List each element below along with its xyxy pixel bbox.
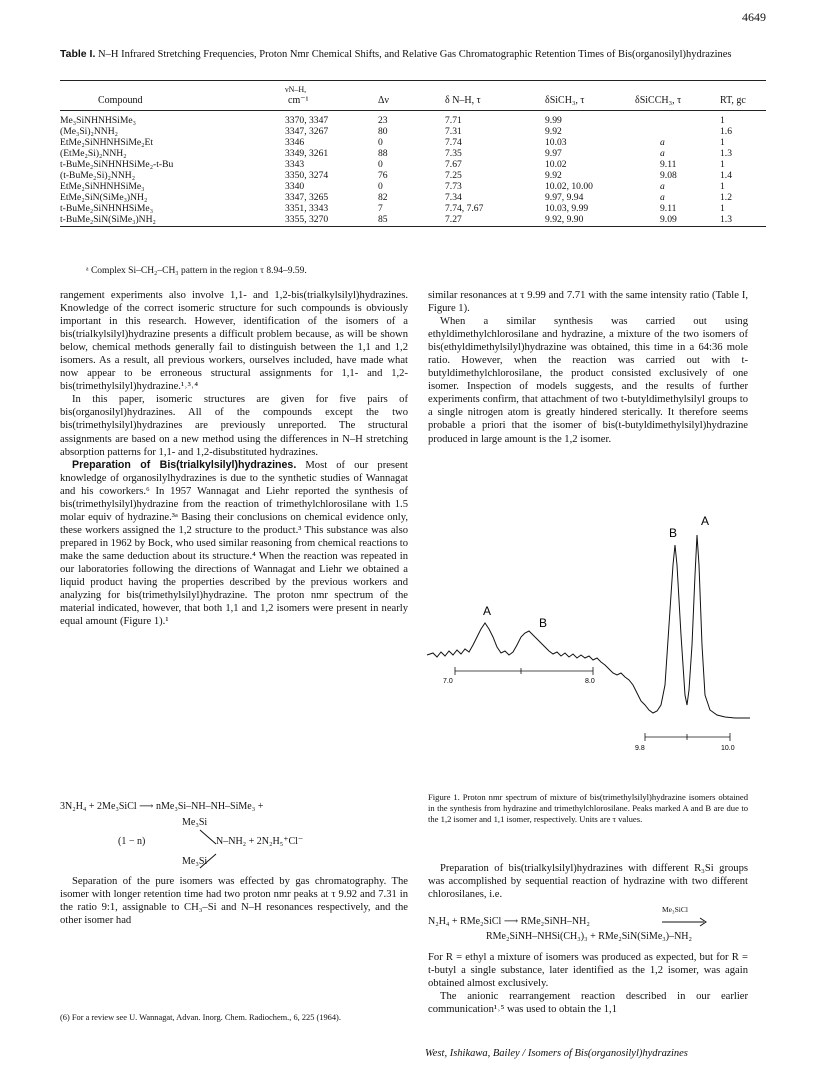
paragraph: The anionic rearrangement reaction described in our earlier communication¹˒⁵ was used to obtain the 1,1 [428, 991, 748, 1016]
table-cell-nu: 3370, 3347 [285, 115, 329, 126]
peak-label-b-low: B [539, 616, 548, 630]
paragraph [60, 459, 408, 629]
table-cell-dnu: 0 [378, 159, 383, 170]
axis-tick-10-0: 10.0 [721, 745, 735, 752]
table-cell-sich: 9.92 [545, 126, 562, 137]
table-cell-nu: 3351, 3343 [285, 203, 329, 214]
table-cell-sich: 9.97 [545, 148, 562, 159]
table-cell-sich: 10.03, 9.99 [545, 203, 589, 214]
peak-label-a-low: A [483, 604, 492, 618]
footnote-6: (6) For a review see U. Wannagat, Advan. Inorg. Chem. Radiochem., 6, 225 (1964). [60, 1013, 341, 1022]
right-column [428, 289, 748, 446]
nmr-spectrum-figure [425, 505, 755, 785]
table-cell-dnu: 85 [378, 214, 388, 225]
table-cell-compound: (EtMe₂Si)₂NNH₂ [60, 148, 127, 159]
equation-1-rest: N–NH₂ + 2N₂H₅⁺Cl⁻ [216, 836, 304, 847]
table-cell-sicc: a [660, 192, 665, 203]
table-cell-nh: 7.27 [445, 214, 462, 225]
equation-2-arrow [660, 916, 710, 928]
table-cell-rt: 1.2 [720, 192, 732, 203]
equation-1-me3si-bottom: Me₃Si [182, 856, 208, 867]
table-cell-nu: 3346 [285, 137, 305, 148]
right-column-lower [428, 862, 748, 901]
table-cell-nh: 7.25 [445, 170, 462, 181]
table-cell-nh: 7.35 [445, 148, 462, 159]
paragraph: rangement experiments also involve 1,1- and 1,2-bis(trialkylsilyl)hydrazines. Knowledge of the correct isomeric structure for such compounds is obviously important in this research. However, identification of the isomers of a bis(trialkylsilyl)hydrazine presents a difficult problem because, as will be shown below, chemical methods generally fail to distinguish between the 1,1 and 1,2 isomers. As a result, all previous workers, ourselves included, have made what now appear to be erroneous structural assignments for 1,1- and 1,2-bis(trimethylsilyl)hydrazine.¹˒³˒⁴ [60, 290, 408, 393]
right-column-end [428, 951, 748, 1016]
table-caption-text: N–H Infrared Stretching Frequencies, Proton Nmr Chemical Shifts, and Relative Gas Chromatographic Retention Times of Bis(organosilyl)hydrazines [98, 49, 732, 60]
table-cell-nu: 3340 [285, 181, 305, 192]
paragraph: Separation of the pure isomers was effected by gas chromatography. The isomer with longer retention time had two proton nmr peaks at τ 9.92 and 7.31 in the ratio 9:1, assignable to CH₃–Si and N–H resonances respectively, and the other isomer had [60, 876, 408, 927]
table-caption-label: Table I. [60, 48, 96, 60]
running-footer: West, Ishikawa, Bailey / Isomers of Bis(organosilyl)hydrazines [425, 1048, 688, 1059]
table-cell-compound: EtMe₂SiNHNHSiMe₃ [60, 181, 145, 192]
header-delta-nu: Δν [378, 95, 389, 106]
table-cell-nu: 3355, 3270 [285, 214, 329, 225]
header-retention-time: RT, gc [720, 95, 746, 106]
equation-2-line-2: RMe₂SiNH–NHSi(CH₃)₃ + RMe₂SiN(SiMe₃)–NH₂ [486, 931, 693, 942]
table-cell-nu: 3350, 3274 [285, 170, 329, 181]
table-cell-dnu: 88 [378, 148, 388, 159]
section-heading: Preparation of Bis(trialkylsilyl)hydrazines. [72, 458, 297, 471]
table-cell-dnu: 76 [378, 170, 388, 181]
header-sich3-shift: δSiCH₃, τ [545, 95, 585, 106]
table-cell-compound: (Me₃Si)₂NNH₂ [60, 126, 118, 137]
table-cell-dnu: 0 [378, 137, 383, 148]
table-cell-nh: 7.31 [445, 126, 462, 137]
table-cell-sicc: 9.11 [660, 159, 677, 170]
axis-tick-9-8: 9.8 [635, 745, 645, 752]
table-cell-sich: 9.92, 9.90 [545, 214, 584, 225]
table-cell-nu: 3347, 3267 [285, 126, 329, 137]
paragraph: When a similar synthesis was carried out using ethyldimethylchlorosilane and hydrazine, a mixture of the two isomers of bis(ethyldimethylsilyl)hydrazine was obtained, this time in a 64:36 mole ratio. However, when the reaction was carried out with t-butyldimethylchlorosilane, the product consisted exclusively of one isomer. Inspection of models suggests, and the results of further experiments confirm, that attachment of two t-butyldimethylsilyl groups to a single nitrogen atom is greatly hindered sterically. It therefore seems probable a priori that the isomer of bis(t-butyldimethylsilyl)hydrazine produced in large amount is the 1,2 isomer. [428, 316, 748, 445]
table-caption [60, 48, 760, 61]
table-cell-compound: EtMe₂SiN(SiMe₃)NH₂ [60, 192, 148, 203]
table-cell-rt: 1.3 [720, 148, 732, 159]
header-nu-top: νN–H, [285, 85, 307, 94]
paragraph: For R = ethyl a mixture of isomers was produced as expected, but for R = t-butyl a single substance, later identified as the 1,2 isomer, was again obtained almost exclusively. [428, 952, 748, 990]
table-cell-dnu: 23 [378, 115, 388, 126]
peak-label-b-high: B [669, 526, 678, 540]
axis-tick-7-0: 7.0 [443, 678, 453, 685]
left-column [60, 289, 408, 628]
equation-2-reagent: Me₃SiCl [662, 905, 688, 914]
table-cell-compound: (t-BuMe₂Si)₂NNH₂ [60, 170, 136, 181]
axis-tick-8-0: 8.0 [585, 678, 595, 685]
header-nh-shift: δ N–H, τ [445, 95, 481, 106]
table-cell-dnu: 7 [378, 203, 383, 214]
table-cell-sich: 9.99 [545, 115, 562, 126]
table-cell-rt: 1 [720, 137, 725, 148]
table-cell-compound: t-BuMe₂SiNHNHSiMe₃ [60, 203, 154, 214]
table-cell-nh: 7.34 [445, 192, 462, 203]
table-cell-nu: 3347, 3265 [285, 192, 329, 203]
figure-caption: Figure 1. Proton nmr spectrum of mixture of bis(trimethylsilyl)hydrazine isomers obtained in the synthesis from hydrazine and trimethylchlorosilane. Peaks marked A and B are due to the 1,2 isomer and 1,1 isomer, respectively. Units are τ values. [428, 792, 748, 824]
table-cell-compound: t-BuMe₂SiN(SiMe₃)NH₂ [60, 214, 156, 225]
table-cell-rt: 1 [720, 115, 725, 126]
table-cell-rt: 1 [720, 181, 725, 192]
spectrum-trace [427, 535, 750, 718]
left-column-continued [60, 875, 408, 927]
table-cell-sicc: 9.11 [660, 203, 677, 214]
table-cell-nh: 7.74, 7.67 [445, 203, 484, 214]
table-cell-nh: 7.74 [445, 137, 462, 148]
table-cell-sicc: a [660, 137, 665, 148]
table-cell-sich: 9.92 [545, 170, 562, 181]
table-cell-rt: 1.3 [720, 214, 732, 225]
equation-2-line-1: N₂H₄ + RMe₂SiCl ⟶ RMe₂SiNH–NH₂ [428, 916, 590, 927]
table-cell-dnu: 0 [378, 181, 383, 192]
table-cell-sicc: a [660, 148, 665, 159]
table-cell-sich: 10.02 [545, 159, 567, 170]
table-cell-sich: 9.97, 9.94 [545, 192, 584, 203]
equation-1-me3si-top: Me₃Si [182, 817, 208, 828]
table-cell-nh: 7.71 [445, 115, 462, 126]
header-sicch3-shift: δSiCCH₃, τ [635, 95, 682, 106]
table-cell-compound: t-BuMe₂SiNHNHSiMe₂-t-Bu [60, 159, 174, 170]
table-cell-dnu: 80 [378, 126, 388, 137]
table-cell-nu: 3343 [285, 159, 305, 170]
table-cell-compound: EtMe₂SiNHNHSiMe₂Et [60, 137, 154, 148]
paragraph: Preparation of bis(trialkylsilyl)hydrazines with different R₃Si groups was accomplished by sequential reaction of hydrazine with two different chlorosilanes, i.e. [428, 863, 748, 901]
table-footnote: ᵃ Complex Si–CH₂–CH₃ pattern in the region τ 8.94–9.59. [86, 266, 307, 276]
table-cell-rt: 1.4 [720, 170, 732, 181]
table-cell-rt: 1.6 [720, 126, 732, 137]
header-nu-bottom: cm⁻¹ [288, 95, 309, 106]
table-cell-rt: 1 [720, 203, 725, 214]
table-cell-rt: 1 [720, 159, 725, 170]
paragraph: similar resonances at τ 9.99 and 7.71 with the same intensity ratio (Table I, Figure 1). [428, 290, 748, 315]
header-compound: Compound [98, 95, 143, 106]
table-cell-nh: 7.73 [445, 181, 462, 192]
page-number: 4649 [742, 10, 766, 24]
table-cell-sich: 10.03 [545, 137, 567, 148]
table-cell-dnu: 82 [378, 192, 388, 203]
equation-1-line-1: 3N₂H₄ + 2Me₃SiCl ⟶ nMe₃Si–NH–NH–SiMe₃ + [60, 801, 264, 812]
equation-1-factor: (1 − n) [118, 836, 146, 847]
table-cell-sich: 10.02, 10.00 [545, 181, 593, 192]
table-cell-sicc: 9.08 [660, 170, 677, 181]
table-cell-compound: Me₃SiNHNHSiMe₃ [60, 115, 136, 126]
table-cell-sicc: 9.09 [660, 214, 677, 225]
table-cell-sicc: a [660, 181, 665, 192]
paragraph: In this paper, isomeric structures are given for five pairs of bis(organosilyl)hydrazines. All of the compounds except the two bis(trimethylsilyl)hydrazines are previously unreported. The structural assignments are based on a new method using the differences in N–H stretching absorption patterns for 1,1- and 1,2-disubstituted hydrazines. [60, 394, 408, 458]
table-cell-nh: 7.67 [445, 159, 462, 170]
peak-label-a-high: A [701, 514, 710, 528]
paragraph-text: Most of our present knowledge of organosilylhydrazines is due to the synthetic studies of Wannagat and his coworkers.⁶ In 1957 Wannagat and Liehr reported the synthesis of bis(trimethylsilyl)hydrazine from the reaction of trimethylchlorosilane with 1.5 molar equiv of hydrazine.³ᵃ Basing their conclusions on chemical evidence only, these workers assigned the 1,2 structure to the product.³ This substance was also prepared in 1962 by Bock, who used similar reasoning from chemical reactions to make the same deduction about its structure.⁴ When the reaction was repeated in our laboratories following the directions of Wannagat and Liehr we obtained a liquid product having the properties described by the previous workers and analyzing for bis(trimethylsilyl)hydrazine. The proton nmr spectrum of the material indicated, however, that both 1,1 and 1,2 isomers were present in nearly equal amount (Figure 1).¹ [60, 459, 408, 628]
table-cell-nu: 3349, 3261 [285, 148, 329, 159]
